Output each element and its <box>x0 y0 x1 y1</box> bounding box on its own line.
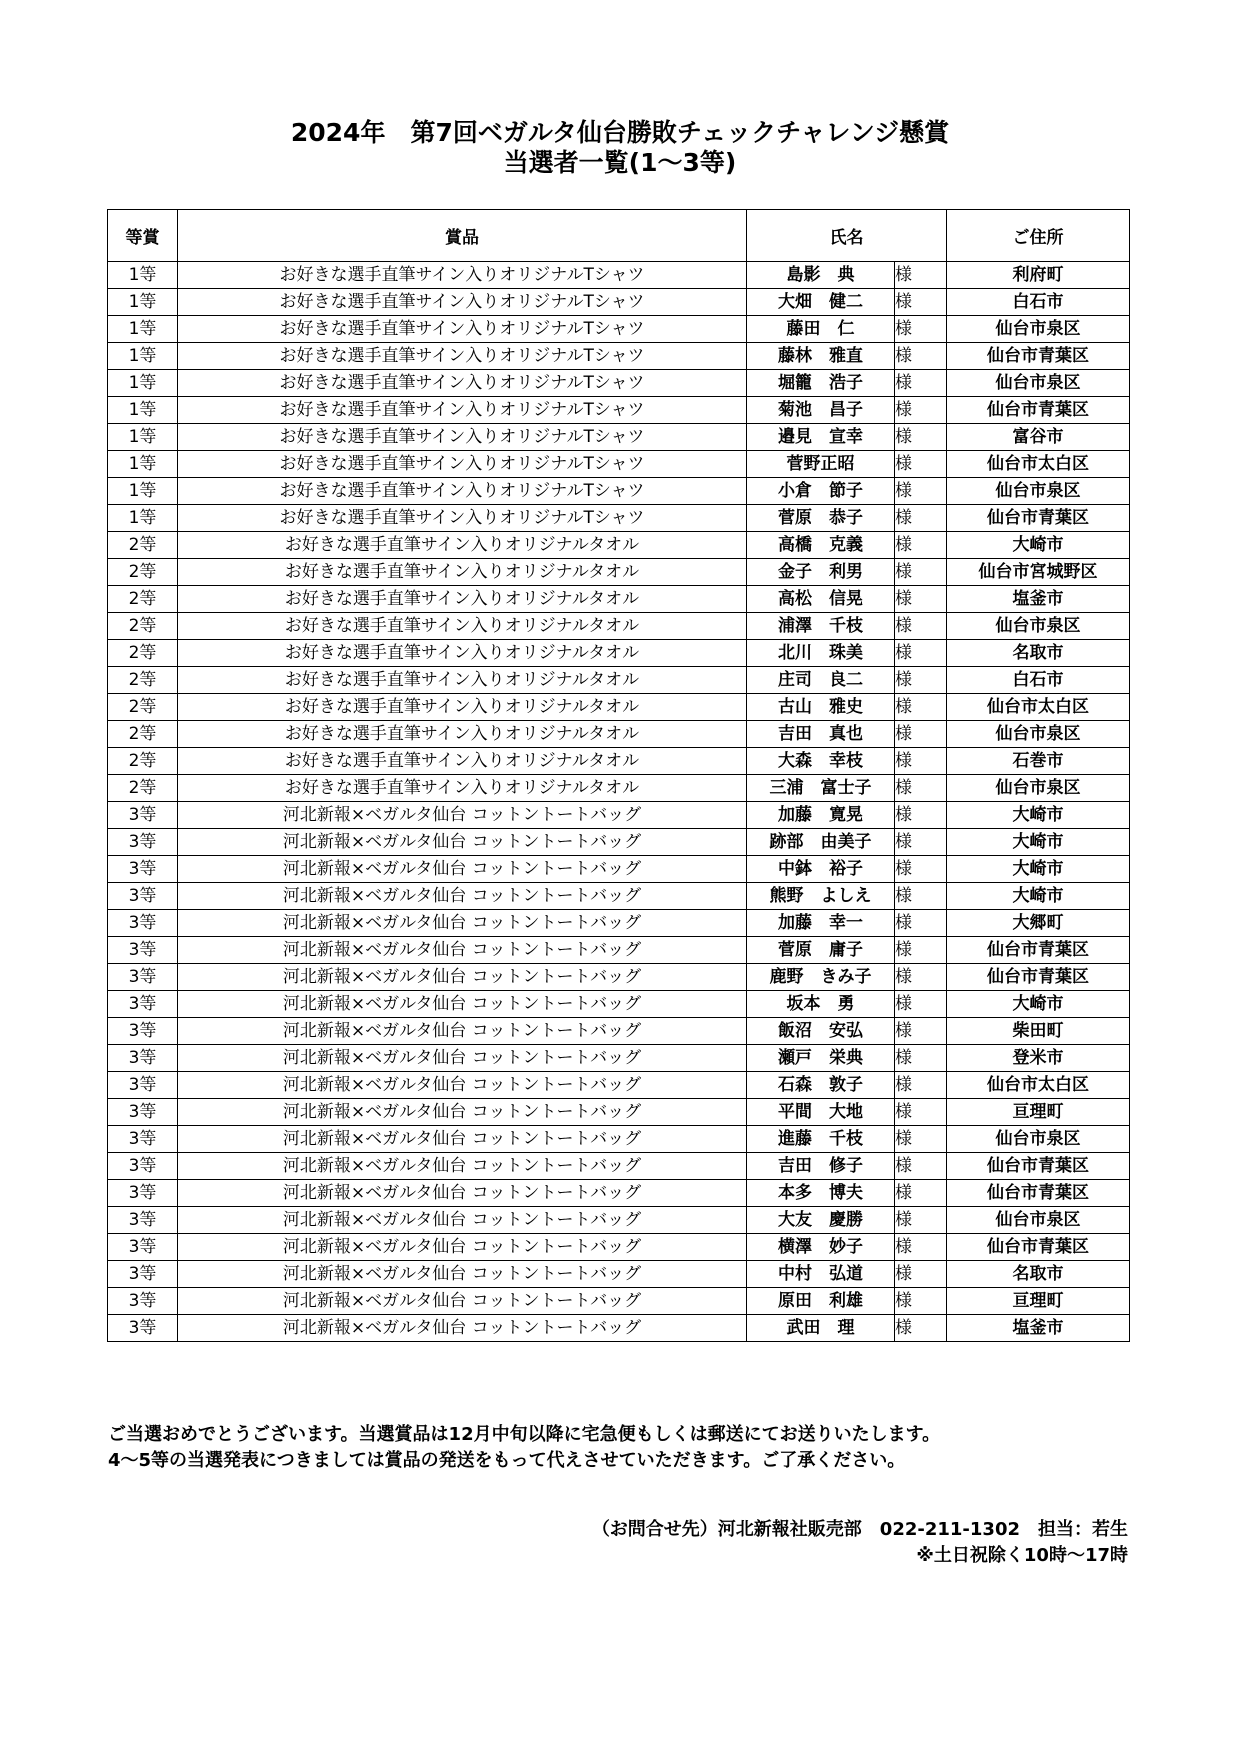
table-row <box>108 1045 1130 1072</box>
prize-cell: お好きな選手直筆サイン入りオリジナルタオル <box>178 613 747 640</box>
prize-cell: 河北新報×ベガルタ仙台 コットントートバッグ <box>178 1234 747 1261</box>
prize-cell: 河北新報×ベガルタ仙台 コットントートバッグ <box>178 937 747 964</box>
prize-cell: お好きな選手直筆サイン入りオリジナルタオル <box>178 532 747 559</box>
table-row <box>108 424 1130 451</box>
honorific-cell: 様 <box>895 559 947 586</box>
rank-cell: 3等 <box>108 910 178 937</box>
rank-cell: 2等 <box>108 532 178 559</box>
name-cell: 三浦 富士子 <box>747 775 895 802</box>
name-cell: 古山 雅史 <box>747 694 895 721</box>
prize-cell: お好きな選手直筆サイン入りオリジナルタオル <box>178 640 747 667</box>
header-address: ご住所 <box>947 210 1130 262</box>
rank-cell: 2等 <box>108 667 178 694</box>
prize-cell: お好きな選手直筆サイン入りオリジナルタオル <box>178 586 747 613</box>
rank-cell: 3等 <box>108 1153 178 1180</box>
honorific-cell: 様 <box>895 532 947 559</box>
honorific-cell: 様 <box>895 316 947 343</box>
prize-cell: お好きな選手直筆サイン入りオリジナルTシャツ <box>178 478 747 505</box>
prize-cell: 河北新報×ベガルタ仙台 コットントートバッグ <box>178 883 747 910</box>
rank-cell: 2等 <box>108 775 178 802</box>
address-cell: 仙台市青葉区 <box>947 1153 1130 1180</box>
prize-cell: 河北新報×ベガルタ仙台 コットントートバッグ <box>178 1315 747 1342</box>
rank-cell: 2等 <box>108 586 178 613</box>
honorific-cell: 様 <box>895 1207 947 1234</box>
table-row <box>108 1126 1130 1153</box>
prize-cell: お好きな選手直筆サイン入りオリジナルTシャツ <box>178 370 747 397</box>
prize-cell: 河北新報×ベガルタ仙台 コットントートバッグ <box>178 1099 747 1126</box>
prize-cell: お好きな選手直筆サイン入りオリジナルタオル <box>178 748 747 775</box>
table-row <box>108 532 1130 559</box>
name-cell: 高松 信晃 <box>747 586 895 613</box>
address-cell: 大郷町 <box>947 910 1130 937</box>
table-row <box>108 370 1130 397</box>
table-row <box>108 910 1130 937</box>
address-cell: 仙台市宮城野区 <box>947 559 1130 586</box>
address-cell: 仙台市青葉区 <box>947 1180 1130 1207</box>
prize-cell: 河北新報×ベガルタ仙台 コットントートバッグ <box>178 1207 747 1234</box>
honorific-cell: 様 <box>895 343 947 370</box>
address-cell: 仙台市泉区 <box>947 316 1130 343</box>
honorific-cell: 様 <box>895 829 947 856</box>
rank-cell: 1等 <box>108 343 178 370</box>
name-cell: 藤林 雅直 <box>747 343 895 370</box>
rank-cell: 2等 <box>108 613 178 640</box>
honorific-cell: 様 <box>895 262 947 289</box>
honorific-cell: 様 <box>895 802 947 829</box>
address-cell: 名取市 <box>947 640 1130 667</box>
table-row <box>108 1288 1130 1315</box>
honorific-cell: 様 <box>895 289 947 316</box>
address-cell: 仙台市泉区 <box>947 775 1130 802</box>
page-title: 2024年 第7回ベガルタ仙台勝敗チェックチャレンジ懸賞 <box>290 118 950 147</box>
rank-cell: 1等 <box>108 397 178 424</box>
name-cell: 進藤 千枝 <box>747 1126 895 1153</box>
address-cell: 仙台市泉区 <box>947 613 1130 640</box>
name-cell: 横澤 妙子 <box>747 1234 895 1261</box>
table-row <box>108 1315 1130 1342</box>
table-row <box>108 289 1130 316</box>
rank-cell: 3等 <box>108 1018 178 1045</box>
table-row <box>108 1018 1130 1045</box>
table-row <box>108 721 1130 748</box>
name-cell: 熊野 よしえ <box>747 883 895 910</box>
table-row <box>108 964 1130 991</box>
address-cell: 大崎市 <box>947 883 1130 910</box>
header-name: 氏名 <box>747 210 947 262</box>
rank-cell: 1等 <box>108 424 178 451</box>
prize-cell: 河北新報×ベガルタ仙台 コットントートバッグ <box>178 802 747 829</box>
rank-cell: 3等 <box>108 802 178 829</box>
table-row <box>108 559 1130 586</box>
name-cell: 原田 利雄 <box>747 1288 895 1315</box>
honorific-cell: 様 <box>895 775 947 802</box>
name-cell: 吉田 真也 <box>747 721 895 748</box>
address-cell: 仙台市青葉区 <box>947 1234 1130 1261</box>
address-cell: 登米市 <box>947 1045 1130 1072</box>
table-row <box>108 694 1130 721</box>
name-cell: 吉田 修子 <box>747 1153 895 1180</box>
rank-cell: 3等 <box>108 1315 178 1342</box>
name-cell: 菅原 庸子 <box>747 937 895 964</box>
table-row <box>108 856 1130 883</box>
rank-cell: 3等 <box>108 964 178 991</box>
rank-cell: 1等 <box>108 370 178 397</box>
address-cell: 塩釜市 <box>947 1315 1130 1342</box>
prize-cell: 河北新報×ベガルタ仙台 コットントートバッグ <box>178 1180 747 1207</box>
prize-cell: 河北新報×ベガルタ仙台 コットントートバッグ <box>178 1153 747 1180</box>
honorific-cell: 様 <box>895 1315 947 1342</box>
name-cell: 加藤 幸一 <box>747 910 895 937</box>
honorific-cell: 様 <box>895 505 947 532</box>
prize-cell: 河北新報×ベガルタ仙台 コットントートバッグ <box>178 1018 747 1045</box>
name-cell: 堀籠 浩子 <box>747 370 895 397</box>
name-cell: 加藤 寛晃 <box>747 802 895 829</box>
prize-cell: お好きな選手直筆サイン入りオリジナルタオル <box>178 559 747 586</box>
name-cell: 本多 博夫 <box>747 1180 895 1207</box>
honorific-cell: 様 <box>895 1126 947 1153</box>
address-cell: 仙台市泉区 <box>947 1207 1130 1234</box>
name-cell: 金子 利男 <box>747 559 895 586</box>
winners-table <box>107 209 1130 1342</box>
prize-cell: お好きな選手直筆サイン入りオリジナルTシャツ <box>178 316 747 343</box>
honorific-cell: 様 <box>895 478 947 505</box>
prize-cell: 河北新報×ベガルタ仙台 コットントートバッグ <box>178 1045 747 1072</box>
rank-cell: 2等 <box>108 640 178 667</box>
prize-cell: お好きな選手直筆サイン入りオリジナルTシャツ <box>178 397 747 424</box>
address-cell: 名取市 <box>947 1261 1130 1288</box>
rank-cell: 3等 <box>108 1261 178 1288</box>
prize-cell: お好きな選手直筆サイン入りオリジナルTシャツ <box>178 343 747 370</box>
page-subtitle: 当選者一覧(1～3等) <box>503 148 737 177</box>
prize-cell: お好きな選手直筆サイン入りオリジナルTシャツ <box>178 505 747 532</box>
header-prize: 賞品 <box>178 210 747 262</box>
table-row <box>108 802 1130 829</box>
address-cell: 亘理町 <box>947 1288 1130 1315</box>
table-header-row <box>108 210 1130 262</box>
prize-cell: お好きな選手直筆サイン入りオリジナルTシャツ <box>178 424 747 451</box>
honorific-cell: 様 <box>895 424 947 451</box>
honorific-cell: 様 <box>895 721 947 748</box>
name-cell: 武田 理 <box>747 1315 895 1342</box>
name-cell: 中鉢 裕子 <box>747 856 895 883</box>
address-cell: 大崎市 <box>947 856 1130 883</box>
name-cell: 菊池 昌子 <box>747 397 895 424</box>
address-cell: 仙台市青葉区 <box>947 964 1130 991</box>
rank-cell: 3等 <box>108 1045 178 1072</box>
table-row <box>108 640 1130 667</box>
address-cell: 大崎市 <box>947 802 1130 829</box>
prize-cell: 河北新報×ベガルタ仙台 コットントートバッグ <box>178 1072 747 1099</box>
name-cell: 小倉 節子 <box>747 478 895 505</box>
rank-cell: 2等 <box>108 721 178 748</box>
address-cell: 大崎市 <box>947 532 1130 559</box>
address-cell: 白石市 <box>947 667 1130 694</box>
name-cell: 浦澤 千枝 <box>747 613 895 640</box>
prize-cell: お好きな選手直筆サイン入りオリジナルTシャツ <box>178 262 747 289</box>
address-cell: 仙台市青葉区 <box>947 937 1130 964</box>
honorific-cell: 様 <box>895 1099 947 1126</box>
table-row <box>108 667 1130 694</box>
table-row <box>108 505 1130 532</box>
name-cell: 飯沼 安弘 <box>747 1018 895 1045</box>
name-cell: 菅野正昭 <box>747 451 895 478</box>
prize-cell: 河北新報×ベガルタ仙台 コットントートバッグ <box>178 1261 747 1288</box>
name-cell: 藤田 仁 <box>747 316 895 343</box>
honorific-cell: 様 <box>895 964 947 991</box>
table-row <box>108 1099 1130 1126</box>
rank-cell: 1等 <box>108 451 178 478</box>
rank-cell: 1等 <box>108 262 178 289</box>
address-cell: 仙台市泉区 <box>947 478 1130 505</box>
name-cell: 大畑 健二 <box>747 289 895 316</box>
table-row <box>108 1261 1130 1288</box>
address-cell: 仙台市太白区 <box>947 694 1130 721</box>
prize-cell: 河北新報×ベガルタ仙台 コットントートバッグ <box>178 991 747 1018</box>
address-cell: 塩釜市 <box>947 586 1130 613</box>
prize-cell: 河北新報×ベガルタ仙台 コットントートバッグ <box>178 964 747 991</box>
prize-cell: お好きな選手直筆サイン入りオリジナルTシャツ <box>178 289 747 316</box>
honorific-cell: 様 <box>895 1045 947 1072</box>
table-row <box>108 316 1130 343</box>
table-row <box>108 937 1130 964</box>
address-cell: 白石市 <box>947 289 1130 316</box>
congrats-note: ご当選おめでとうございます。当選賞品は12月中旬以降に宅急便もしくは郵送にてお送りいたします。 <box>108 1424 941 1445</box>
honorific-cell: 様 <box>895 586 947 613</box>
prize-cell: 河北新報×ベガルタ仙台 コットントートバッグ <box>178 910 747 937</box>
rank-cell: 1等 <box>108 316 178 343</box>
table-row <box>108 1153 1130 1180</box>
honorific-cell: 様 <box>895 667 947 694</box>
prize-cell: お好きな選手直筆サイン入りオリジナルタオル <box>178 667 747 694</box>
name-cell: 跡部 由美子 <box>747 829 895 856</box>
name-cell: 邉見 宣幸 <box>747 424 895 451</box>
rank-cell: 3等 <box>108 937 178 964</box>
prize-cell: お好きな選手直筆サイン入りオリジナルタオル <box>178 694 747 721</box>
contact-hours: ※土日祝除く10時～17時 <box>916 1545 1128 1566</box>
honorific-cell: 様 <box>895 883 947 910</box>
address-cell: 富谷市 <box>947 424 1130 451</box>
name-cell: 高橋 克義 <box>747 532 895 559</box>
honorific-cell: 様 <box>895 856 947 883</box>
winners-table-body <box>108 262 1130 1342</box>
prize-cell: 河北新報×ベガルタ仙台 コットントートバッグ <box>178 1288 747 1315</box>
rank-cell: 1等 <box>108 478 178 505</box>
honorific-cell: 様 <box>895 640 947 667</box>
honorific-cell: 様 <box>895 370 947 397</box>
address-cell: 柴田町 <box>947 1018 1130 1045</box>
name-cell: 菅原 恭子 <box>747 505 895 532</box>
prize-cell: 河北新報×ベガルタ仙台 コットントートバッグ <box>178 829 747 856</box>
name-cell: 島影 典 <box>747 262 895 289</box>
prize-cell: 河北新報×ベガルタ仙台 コットントートバッグ <box>178 1126 747 1153</box>
table-row <box>108 1072 1130 1099</box>
address-cell: 利府町 <box>947 262 1130 289</box>
table-row <box>108 1234 1130 1261</box>
table-row <box>108 478 1130 505</box>
address-cell: 亘理町 <box>947 1099 1130 1126</box>
rank-cell: 2等 <box>108 694 178 721</box>
prize-cell: 河北新報×ベガルタ仙台 コットントートバッグ <box>178 856 747 883</box>
name-cell: 庄司 良二 <box>747 667 895 694</box>
honorific-cell: 様 <box>895 694 947 721</box>
table-row <box>108 451 1130 478</box>
address-cell: 仙台市青葉区 <box>947 397 1130 424</box>
honorific-cell: 様 <box>895 991 947 1018</box>
rank-cell: 1等 <box>108 289 178 316</box>
address-cell: 大崎市 <box>947 991 1130 1018</box>
honorific-cell: 様 <box>895 910 947 937</box>
rank-cell: 3等 <box>108 856 178 883</box>
table-row <box>108 613 1130 640</box>
rank-cell: 1等 <box>108 505 178 532</box>
table-row <box>108 748 1130 775</box>
honorific-cell: 様 <box>895 1180 947 1207</box>
contact-info: （お問合せ先）河北新報社販売部 022-211-1302 担当：若生 <box>591 1519 1128 1540</box>
table-row <box>108 991 1130 1018</box>
honorific-cell: 様 <box>895 1234 947 1261</box>
table-row <box>108 586 1130 613</box>
table-row <box>108 1207 1130 1234</box>
table-row <box>108 829 1130 856</box>
address-cell: 大崎市 <box>947 829 1130 856</box>
rank-cell: 3等 <box>108 829 178 856</box>
address-cell: 仙台市太白区 <box>947 451 1130 478</box>
name-cell: 鹿野 きみ子 <box>747 964 895 991</box>
rank-cell: 3等 <box>108 1180 178 1207</box>
rank-cell: 3等 <box>108 1126 178 1153</box>
rank-cell: 3等 <box>108 1207 178 1234</box>
address-cell: 石巻市 <box>947 748 1130 775</box>
rank-cell: 3等 <box>108 1099 178 1126</box>
lower-prizes-note: 4～5等の当選発表につきましては賞品の発送をもって代えさせていただきます。ご了承ください。 <box>108 1450 906 1471</box>
honorific-cell: 様 <box>895 1018 947 1045</box>
name-cell: 瀬戸 栄典 <box>747 1045 895 1072</box>
prize-cell: お好きな選手直筆サイン入りオリジナルタオル <box>178 721 747 748</box>
honorific-cell: 様 <box>895 1288 947 1315</box>
table-row <box>108 1180 1130 1207</box>
address-cell: 仙台市泉区 <box>947 1126 1130 1153</box>
address-cell: 仙台市泉区 <box>947 370 1130 397</box>
table-row <box>108 262 1130 289</box>
name-cell: 大森 幸枝 <box>747 748 895 775</box>
honorific-cell: 様 <box>895 1072 947 1099</box>
prize-cell: お好きな選手直筆サイン入りオリジナルTシャツ <box>178 451 747 478</box>
rank-cell: 3等 <box>108 1288 178 1315</box>
rank-cell: 3等 <box>108 1072 178 1099</box>
name-cell: 北川 珠美 <box>747 640 895 667</box>
rank-cell: 2等 <box>108 748 178 775</box>
name-cell: 石森 敦子 <box>747 1072 895 1099</box>
prize-cell: お好きな選手直筆サイン入りオリジナルタオル <box>178 775 747 802</box>
honorific-cell: 様 <box>895 1261 947 1288</box>
rank-cell: 3等 <box>108 1234 178 1261</box>
honorific-cell: 様 <box>895 748 947 775</box>
honorific-cell: 様 <box>895 1153 947 1180</box>
rank-cell: 2等 <box>108 559 178 586</box>
table-row <box>108 343 1130 370</box>
table-row <box>108 883 1130 910</box>
name-cell: 平間 大地 <box>747 1099 895 1126</box>
honorific-cell: 様 <box>895 937 947 964</box>
honorific-cell: 様 <box>895 397 947 424</box>
rank-cell: 3等 <box>108 883 178 910</box>
address-cell: 仙台市青葉区 <box>947 505 1130 532</box>
address-cell: 仙台市泉区 <box>947 721 1130 748</box>
name-cell: 大友 慶勝 <box>747 1207 895 1234</box>
address-cell: 仙台市青葉区 <box>947 343 1130 370</box>
name-cell: 坂本 勇 <box>747 991 895 1018</box>
honorific-cell: 様 <box>895 613 947 640</box>
name-cell: 中村 弘道 <box>747 1261 895 1288</box>
table-row <box>108 397 1130 424</box>
table-row <box>108 775 1130 802</box>
rank-cell: 3等 <box>108 991 178 1018</box>
header-rank: 等賞 <box>108 210 178 262</box>
honorific-cell: 様 <box>895 451 947 478</box>
address-cell: 仙台市太白区 <box>947 1072 1130 1099</box>
